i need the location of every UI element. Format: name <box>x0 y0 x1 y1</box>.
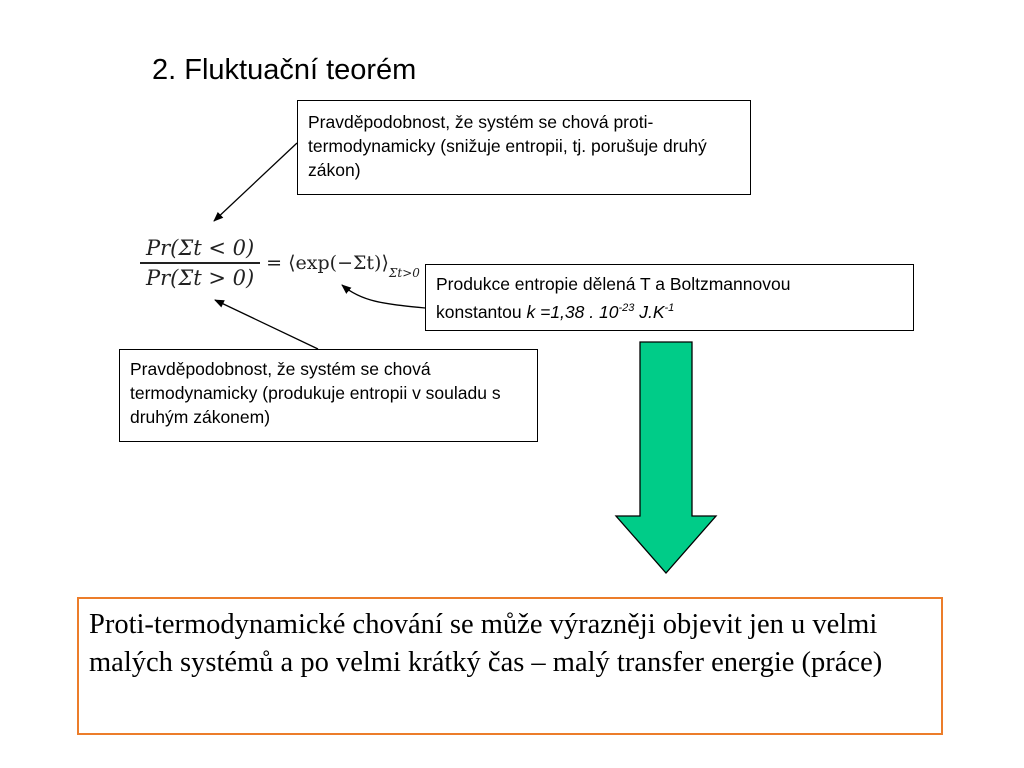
formula-rhs-subscript: Σt>0 <box>388 266 420 280</box>
down-arrow-icon <box>616 342 716 573</box>
pointer-arrow-icon <box>342 285 425 308</box>
pointer-arrow-icon <box>215 300 318 349</box>
callout-top-text: Pravděpodobnost, že systém se chová proti-termodynamicky (snižuje entropii, tj. porušuje druhý zákon) <box>308 112 707 180</box>
boltzmann-unit: J.K <box>634 301 665 322</box>
callout-left-text: Pravděpodobnost, že systém se chová termodynamicky (produkuje entropii v souladu s druhým zákonem) <box>130 359 501 427</box>
boltzmann-value: k =1,38 . 10 <box>526 301 619 322</box>
pointer-arrow-icon <box>214 143 297 221</box>
conclusion-text: Proti-termodynamické chování se může výrazněji objevit jen u velmi malých systémů a po velmi krátký čas – malý transfer energie (práce) <box>89 609 883 678</box>
unit-exponent: -1 <box>664 302 675 314</box>
callout-right-line1: Produkce entropie dělená T a Boltzmannovou <box>436 274 791 294</box>
slide-title: 2. Fluktuační teorém <box>152 54 417 86</box>
callout-right-prefix: konstantou <box>436 301 527 322</box>
boltzmann-exponent: -23 <box>618 302 635 314</box>
formula-numerator: Pr(Σt < 0) <box>146 236 255 260</box>
formula-denominator: Pr(Σt > 0) <box>146 266 255 290</box>
formula-rhs-text: = ⟨exp(−Σt)⟩ <box>266 252 389 274</box>
